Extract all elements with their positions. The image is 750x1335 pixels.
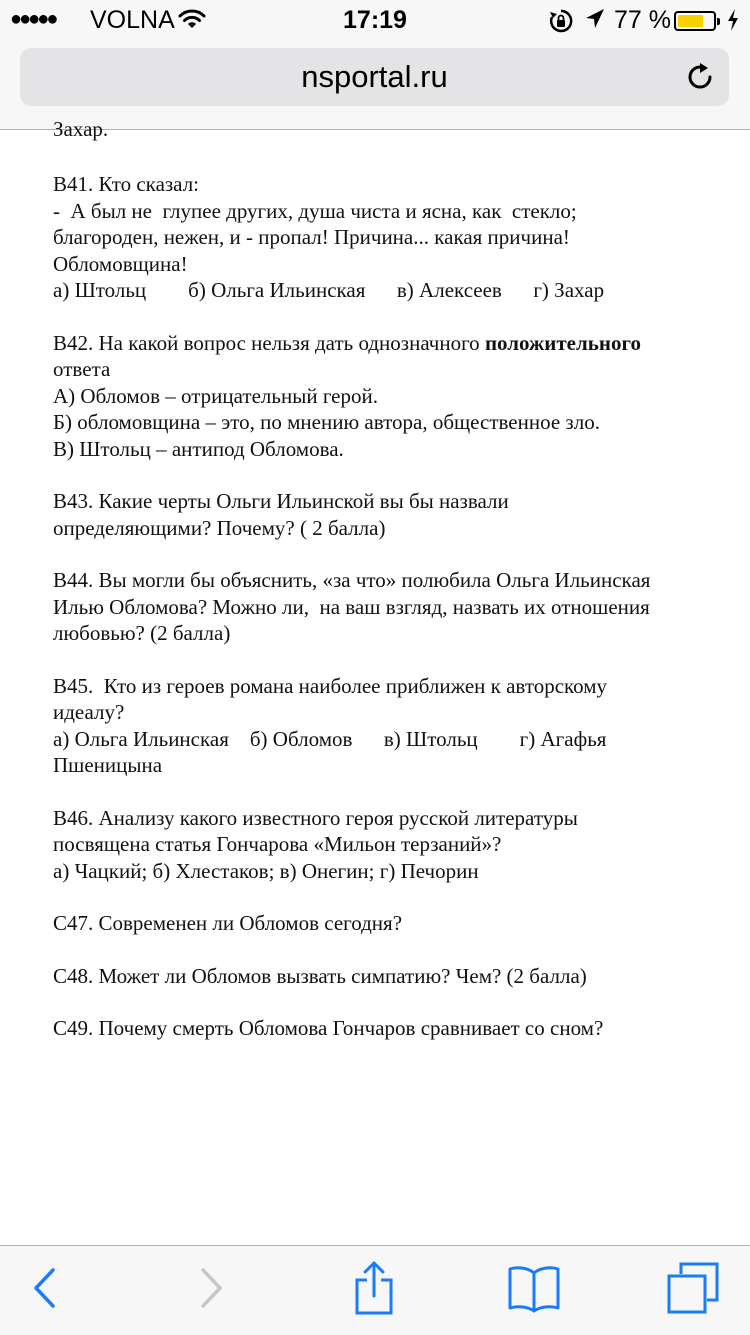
- question-title: [53, 330, 713, 357]
- question-b42: [53, 330, 713, 463]
- chevron-right-icon[interactable]: [198, 1267, 224, 1314]
- browser-toolbar: [0, 1245, 750, 1335]
- share-button[interactable]: [329, 1246, 419, 1335]
- share-icon[interactable]: [354, 1260, 394, 1321]
- question-line: - А был не глупее других, душа чиста и ясна, как стекло;: [53, 198, 577, 223]
- question-line: С47. Современен ли Обломов сегодня?: [53, 911, 403, 935]
- battery-percent: 77 %: [614, 6, 671, 34]
- question-line: ответа: [53, 357, 111, 381]
- signal-strength: ●●●●●: [10, 8, 56, 30]
- forward-button[interactable]: [166, 1246, 256, 1335]
- question-c47: [53, 910, 713, 937]
- location-arrow-icon: [584, 7, 606, 38]
- reload-icon[interactable]: [685, 62, 715, 97]
- tabs-icon[interactable]: [667, 1262, 719, 1319]
- question-line: С49. Почему смерть Обломова Гончаров сравнивает со сном?: [53, 1016, 604, 1040]
- question-b41: [53, 171, 713, 304]
- clock: 17:19: [343, 6, 407, 34]
- carrier-name: VOLNA: [90, 6, 175, 34]
- url-field[interactable]: [20, 48, 729, 106]
- question-line: В46. Анализу какого известного героя русской литературы: [53, 805, 578, 830]
- battery-fill: [678, 15, 703, 27]
- question-b46: [53, 805, 713, 885]
- answer-options: а) Штольц б) Ольга Ильинская в) Алексеев г) Захар: [53, 278, 605, 302]
- question-line: посвящена статья Гончарова «Мильон терзаний»?: [53, 832, 502, 856]
- question-b45: [53, 673, 713, 779]
- question-list: [53, 171, 713, 1068]
- question-line: Пшеницына: [53, 753, 163, 777]
- question-line: определяющими? Почему? ( 2 балла): [53, 515, 386, 540]
- bookmarks-button[interactable]: [489, 1246, 579, 1335]
- question-line: В41. Кто сказал:: [53, 172, 200, 196]
- rotation-lock-icon: [548, 8, 574, 41]
- address-bar: [0, 40, 750, 130]
- question-line: а) Ольга Ильинская б) Обломов в) Штольц г) Агафья: [53, 726, 607, 751]
- chevron-left-icon[interactable]: [32, 1267, 58, 1314]
- book-icon[interactable]: [507, 1264, 561, 1317]
- url-text[interactable]: nsportal.ru: [301, 59, 448, 94]
- tabs-button[interactable]: [648, 1246, 738, 1335]
- question-line: любовью? (2 балла): [53, 621, 231, 645]
- question-line: благороден, нежен, и - пропал! Причина... какая причина!: [53, 225, 570, 249]
- charging-bolt-icon: [726, 8, 740, 39]
- question-line: Илью Обломова? Можно ли, на ваш взгляд, назвать их отношения: [53, 594, 650, 619]
- question-line: В45. Кто из героев романа наиболее приближен к авторскому: [53, 673, 608, 698]
- text-fragment: Захар.: [53, 117, 109, 141]
- question-title-bold: положительного: [484, 330, 641, 355]
- page-content: [0, 117, 750, 1245]
- question-line: а) Чацкий; б) Хлестаков; в) Онегин; г) Печорин: [53, 858, 479, 883]
- question-b43: [53, 488, 713, 541]
- question-line: В) Штольц – антипод Обломова.: [53, 436, 344, 461]
- question-c49: [53, 1015, 713, 1042]
- question-line: В44. Вы могли бы объяснить, «за что» полюбила Ольга Ильинская: [53, 568, 651, 592]
- battery-icon: [674, 11, 716, 31]
- back-button[interactable]: [0, 1246, 90, 1335]
- battery-nub: [717, 18, 720, 25]
- question-line: А) Обломов – отрицательный герой.: [53, 383, 378, 408]
- question-line: В43. Какие черты Ольги Ильинской вы бы назвали: [53, 489, 509, 513]
- status-bar: [0, 0, 750, 40]
- question-title-text: В42. На какой вопрос нельзя дать однозначного: [53, 330, 485, 355]
- question-line: идеалу?: [53, 700, 125, 724]
- question-c48: [53, 963, 713, 990]
- question-b44: [53, 567, 713, 647]
- question-line: Обломовщина!: [53, 251, 188, 276]
- question-line: Б) обломовщина – это, по мнению автора, общественное зло.: [53, 410, 600, 434]
- question-line: С48. Может ли Обломов вызвать симпатию? Чем? (2 балла): [53, 963, 587, 988]
